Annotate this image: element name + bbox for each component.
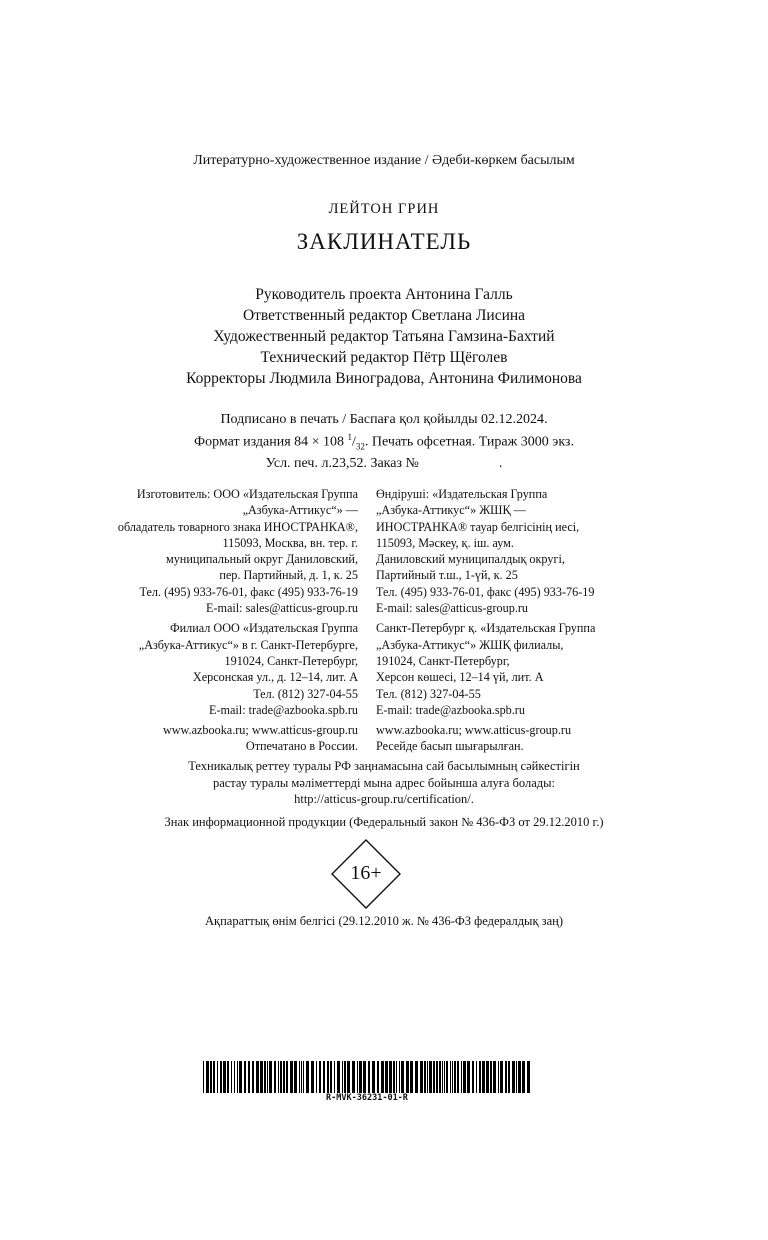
staff-art-editor: Художественный редактор Татьяна Гамзина-Бахтий [213,328,555,345]
web-ru: www.azbooka.ru; www.atticus-group.ru Отпечатано в России. [162,723,358,754]
info-law-kz: Ақпараттық өнім белгісі (29.12.2010 ж. № 436-ФЗ федералдық заң) [205,914,563,928]
signed-date: Подписано в печать / Баспаға қол қойылды 02.12.2024. [220,412,548,427]
branch-ru: Филиал ООО «Издательская Группа „Азбука-Аттикус“» в г. Санкт-Петербурге, 191024, Санкт-Петербург, Херсонская ул., д. 12–14, лит. А Тел. (812) 327-04-55 E-mail: trade@azbooka.spb.ru [138,621,358,717]
print-format: Формат издания 84 × 108 $^1/_{32}$. Печать офсетная. Тираж 3000 экз. [194,431,574,451]
edition-type: Литературно-художественное издание / Әдеби-көркем басылым [193,153,575,168]
staff-list [0,284,768,389]
print-sheets: Усл. печ. л.23,52. Заказ № . [265,456,503,472]
manufacturer-ru: Изготовитель: ООО «Издательская Группа „Азбука-Аттикус“» — обладатель товарного знака ИНОСТРАНКА®, 115093, Москва, вн. тер. г. муниципальный округ Даниловский, пер. Партийный, д. 1, к. 25 Тел. (495) 933-76-01, факс (495) 933-76-19 E-mail: sales@atticus-group.ru [117,487,358,616]
staff-tech-editor: Технический редактор Пётр Щёголев [260,349,508,366]
age-rating: 16+ [350,862,382,884]
staff-editor: Ответственный редактор Светлана Лисина [242,307,526,324]
age-rating-badge [331,839,401,909]
web-kz: www.azbooka.ru; www.atticus-group.ru Ресейде басып шығарылған. [376,723,572,754]
print-info [0,411,768,473]
branch-kz: Санкт-Петербург қ. «Издательская Группа „Азбука-Аттикус“» ЖШҚ филиалы, 191024, Санкт-Петербург, Херсон көшесі, 12–14 үй, лит. А Тел. (812) 327-04-55 E-mail: trade@azbooka.spb.ru [376,621,596,717]
staff-project-lead: Руководитель проекта Антонина Галль [255,286,513,303]
certification-note: Техникалық реттеу туралы РФ заңнамасына сай басылымның сәйкестігін растау туралы мәліметтерді мына адрес бойынша алуға болады: http://atticus-group.ru/certification/. [0,758,768,808]
barcode-text: R-MVK-36231-01-R [326,1093,408,1103]
certification-url: http://atticus-group.ru/certification/. [294,792,474,806]
staff-proofreaders: Корректоры Людмила Виноградова, Антонина Филимонова [186,370,582,387]
imprint-kz [376,486,595,759]
book-title: ЗАКЛИНАТЕЛЬ [296,229,472,254]
manufacturer-kz: Өндіруші: «Издательская Группа „Азбука-Аттикус“» ЖШҚ — ИНОСТРАНКА® тауар белгісінің иесі, 115093, Мәскеу, қ. іш. аум. Даниловский муниципалдық округі, Партийный т.ш., 1-үй, к. 25 Тел. (495) 933-76-01, факс (495) 933-76-19 E-mail: sales@atticus-group.ru [376,487,595,616]
info-law-ru: Знак информационной продукции (Федеральный закон № 436-ФЗ от 29.12.2010 г.) [164,815,604,829]
author-name: ЛЕЙТОН ГРИН [328,201,440,217]
imprint-ru [118,486,358,759]
barcode-icon [203,1061,531,1093]
